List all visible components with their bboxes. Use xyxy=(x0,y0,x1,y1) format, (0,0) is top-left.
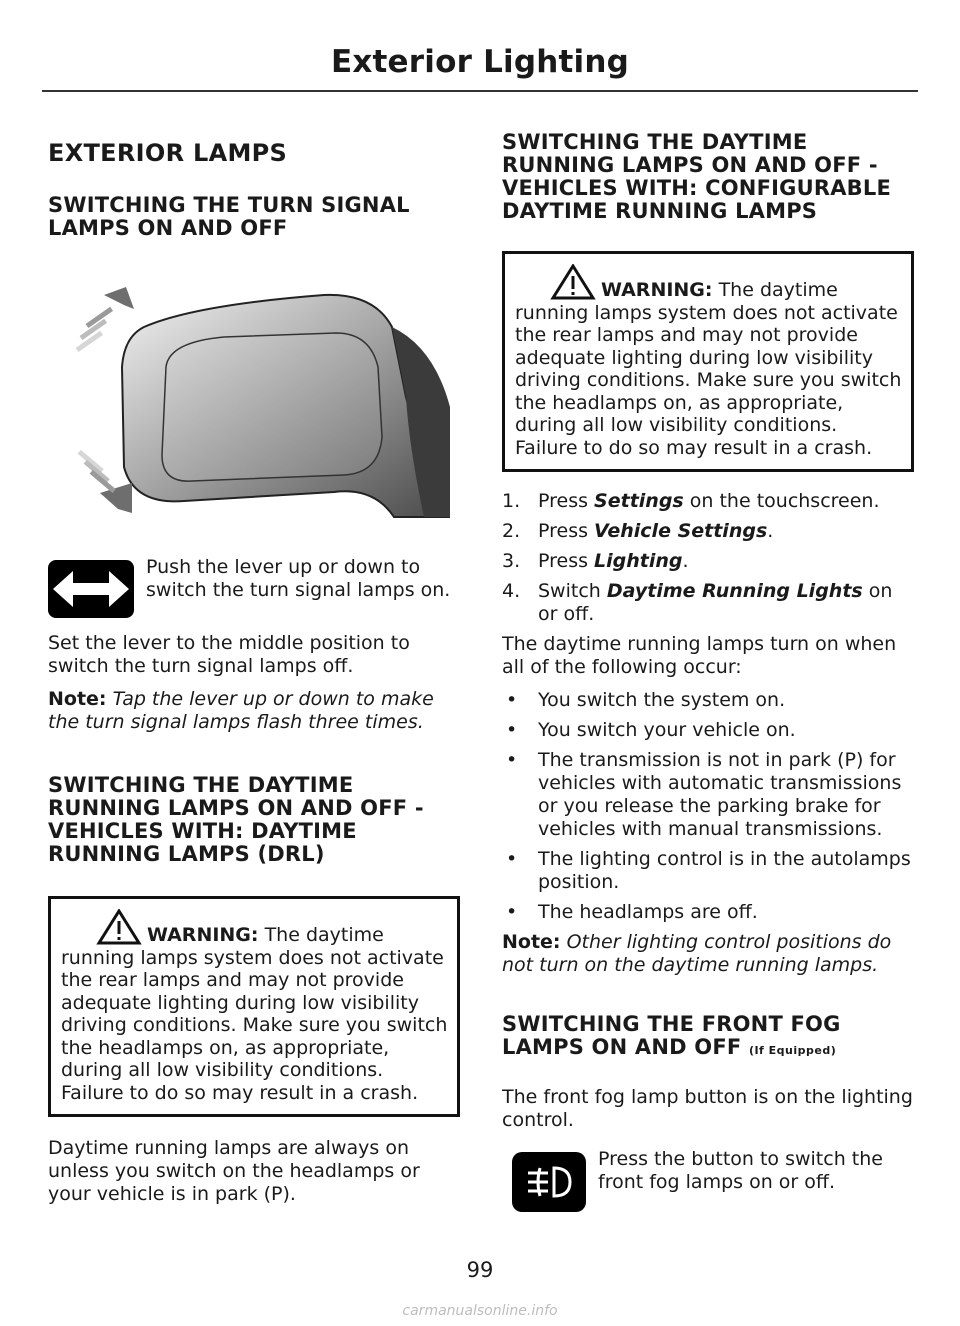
fog-intro: The front fog lamp button is on the lighting control. xyxy=(502,1086,913,1131)
bullet: • xyxy=(506,848,518,870)
list-item xyxy=(502,490,914,513)
step-text: Press Settings on the touchscreen. xyxy=(538,490,880,512)
bullet-text: You switch your vehicle on. xyxy=(538,719,796,741)
front-fog-lamp-icon xyxy=(512,1152,586,1212)
bullet-text: The lighting control is in the autolamps position. xyxy=(538,848,911,893)
conditions-intro: The daytime running lamps turn on when all of the following occur: xyxy=(502,633,897,678)
step-text: Press Lighting. xyxy=(538,550,689,572)
warning-label: WARNING: xyxy=(601,279,713,301)
heading-text: SWITCHING THE FRONT FOG LAMPS ON AND OFF xyxy=(502,1012,841,1059)
if-equipped-tag: (If Equipped) xyxy=(748,1044,837,1057)
list-item xyxy=(502,719,914,742)
warning-triangle-icon xyxy=(549,264,597,300)
bullet-text: The transmission is not in park (P) for vehicles with automatic transmissions or you release the parking brake for vehicles with manual transmissions. xyxy=(538,749,902,840)
warning-label: WARNING: xyxy=(147,924,259,946)
bullet: • xyxy=(506,719,518,741)
heading-drl: SWITCHING THE DAYTIME RUNNING LAMPS ON AND OFF - VEHICLES WITH: DAYTIME RUNNING LAMPS (DRL) xyxy=(48,773,424,866)
bullet-text: You switch the system on. xyxy=(538,689,786,711)
heading-turn-signal: SWITCHING THE TURN SIGNAL LAMPS ON AND OFF xyxy=(48,193,410,240)
turn-signal-icon xyxy=(48,560,134,618)
header-divider xyxy=(42,90,918,92)
right-column xyxy=(502,131,914,1212)
fog-text: Press the button to switch the front fog lamps on or off. xyxy=(598,1148,883,1193)
note-text: Other lighting control positions do not turn on the daytime running lamps. xyxy=(502,931,892,976)
warning-box-configurable xyxy=(502,251,914,472)
steps-list xyxy=(502,490,914,626)
step-number: 1. xyxy=(502,490,521,512)
list-item xyxy=(502,580,914,626)
step-number: 3. xyxy=(502,550,521,572)
conditions-list xyxy=(502,689,914,924)
warning-text: The daytime running lamps system does not activate the rear lamps and may not provide adequate lighting during low visibility driving conditions. Make sure you switch the headlamps on, as appropriate, during all low visibility conditions. Failure to do so may result in a crash. xyxy=(61,924,448,1104)
drl-text: Daytime running lamps are always on unless you switch on the headlamps or your vehicle is in park (P). xyxy=(48,1137,420,1205)
note-drl xyxy=(502,931,914,977)
step-text: Switch Daytime Running Lights on or off. xyxy=(538,580,893,625)
page-header-title: Exterior Lighting xyxy=(330,44,630,80)
list-item xyxy=(502,901,914,924)
left-column xyxy=(48,138,460,1206)
warning-text: The daytime running lamps system does not activate the rear lamps and may not provide adequate lighting during low visibility driving conditions. Make sure you switch the headlamps on, as appropriate, during all low visibility conditions. Failure to do so may result in a crash. xyxy=(515,279,902,459)
bullet: • xyxy=(506,749,518,771)
note-text: Tap the lever up or down to make the turn signal lamps flash three times. xyxy=(48,688,434,733)
heading-front-fog xyxy=(502,1013,914,1062)
heading-configurable-drl: SWITCHING THE DAYTIME RUNNING LAMPS ON AND OFF - VEHICLES WITH: CONFIGURABLE DAYTIME RUNNING LAMPS xyxy=(502,130,891,223)
step-number: 4. xyxy=(502,580,521,602)
bullet-text: The headlamps are off. xyxy=(538,901,758,923)
list-item xyxy=(502,749,914,841)
bullet: • xyxy=(506,901,518,923)
page-number: 99 xyxy=(466,1258,494,1282)
list-item xyxy=(502,689,914,712)
list-item xyxy=(502,520,914,543)
bullet: • xyxy=(506,689,518,711)
note-label: Note: xyxy=(502,931,561,953)
turn-signal-instruction xyxy=(48,556,460,618)
step-number: 2. xyxy=(502,520,521,542)
watermark-url: carmanualsonline.info xyxy=(402,1303,558,1319)
step-text: Press Vehicle Settings. xyxy=(538,520,774,542)
fog-instruction xyxy=(502,1148,914,1212)
note-turn-signal xyxy=(48,688,460,734)
section-heading-exterior-lamps: EXTERIOR LAMPS xyxy=(48,139,288,167)
list-item xyxy=(502,550,914,573)
warning-box-drl xyxy=(48,896,460,1117)
turn-off-text: Set the lever to the middle position to switch the turn signal lamps off. xyxy=(48,632,410,677)
list-item xyxy=(502,848,914,894)
warning-triangle-icon xyxy=(95,909,143,945)
note-label: Note: xyxy=(48,688,107,710)
turn-signal-text: Push the lever up or down to switch the turn signal lamps on. xyxy=(146,556,451,601)
